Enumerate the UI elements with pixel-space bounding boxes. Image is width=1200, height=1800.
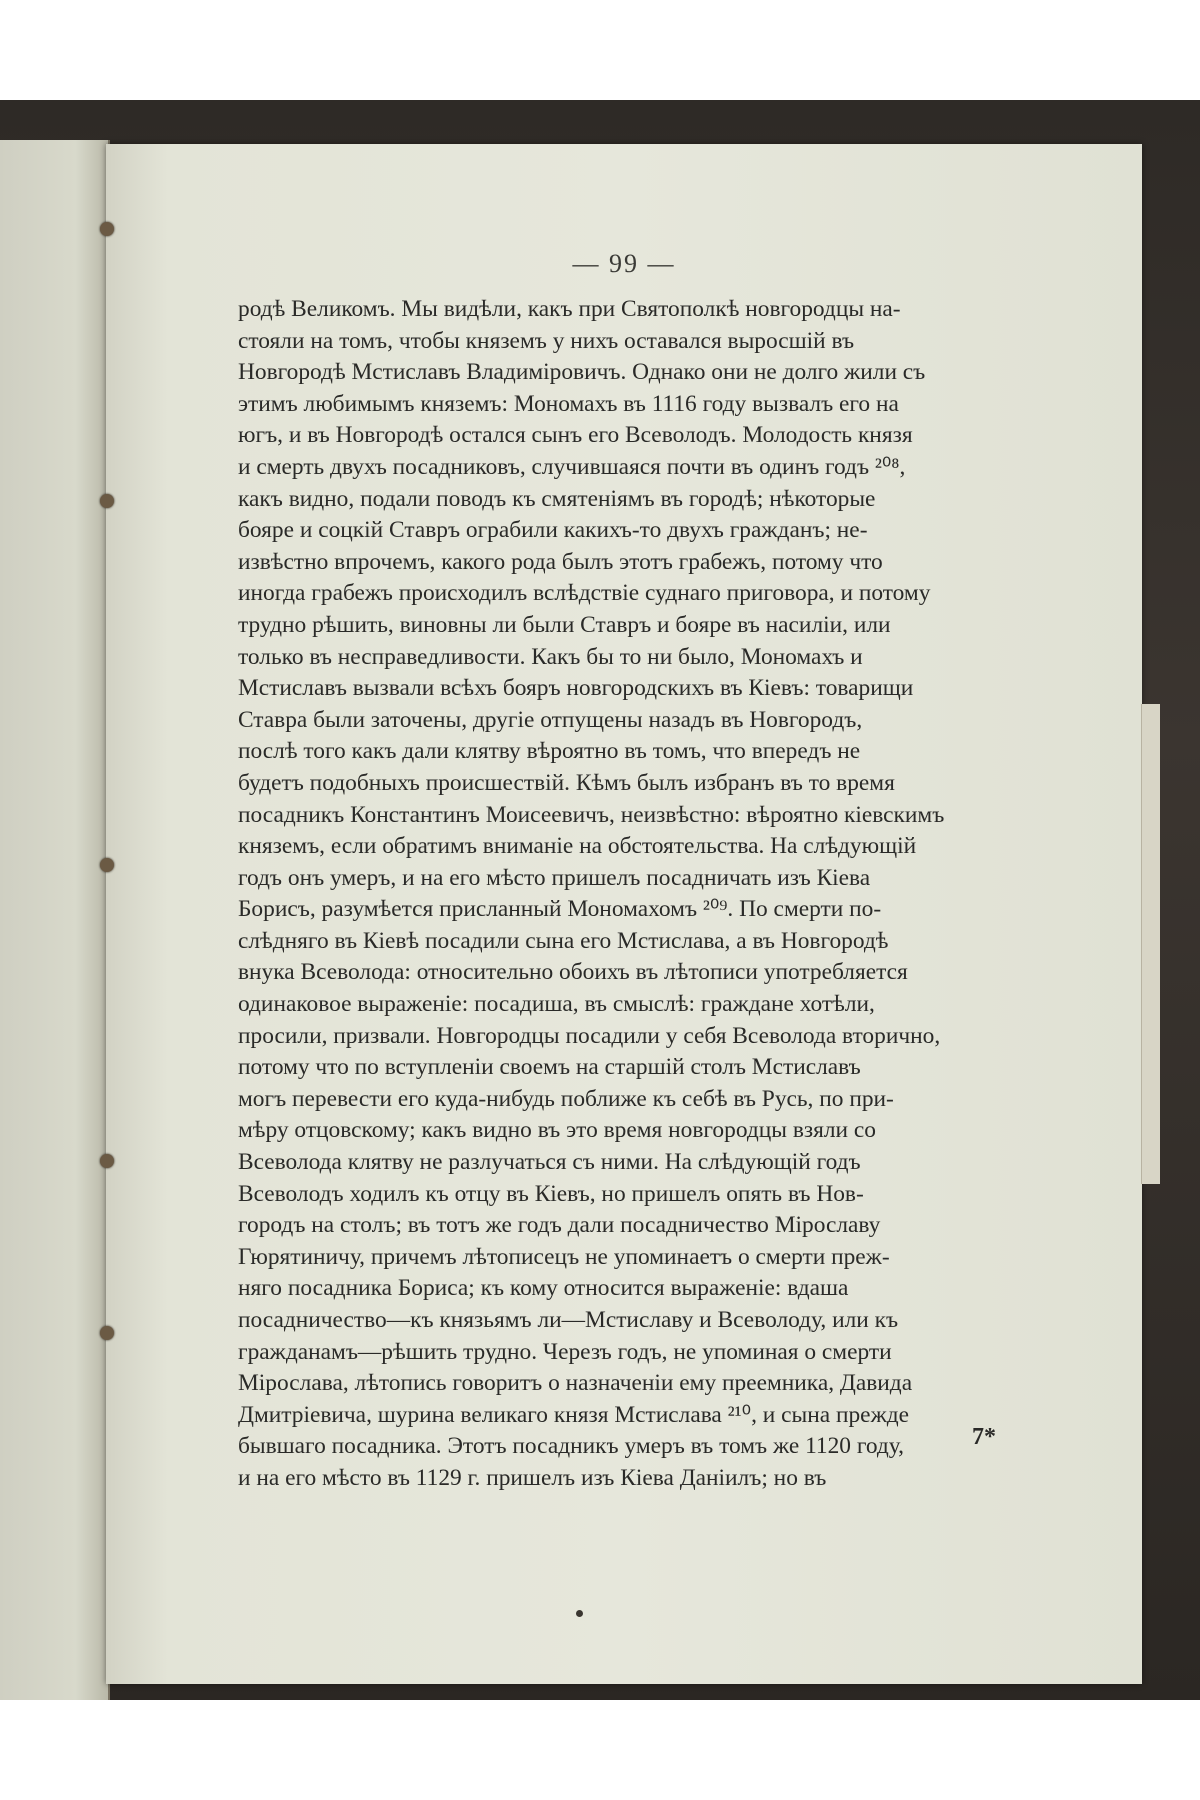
binding-stitch — [100, 858, 114, 872]
text-line: Новгородѣ Мстиславъ Владиміровичъ. Однако они не долго жили съ — [238, 359, 926, 386]
text-line: слѣдняго въ Кіевѣ посадили сына его Мстислава, а въ Новгородѣ — [238, 927, 889, 954]
text-line: этимъ любимымъ княземъ: Мономахъ въ 1116 году вызвалъ его на — [238, 390, 899, 417]
text-line: Дмитріевича, шурина великаго князя Мстислава ²¹⁰, и сына прежде — [238, 1401, 910, 1428]
book-page — [106, 144, 1142, 1684]
text-line: Ставра были заточены, другіе отпущены назадъ въ Новгородъ, — [238, 706, 863, 733]
text-line: одинаковое выраженіе: посадиша, въ смыслѣ: граждане хотѣли, — [238, 991, 875, 1018]
text-line: трудно рѣшить, виновны ли были Ставръ и бояре въ насиліи, или — [238, 611, 891, 638]
text-line: внука Всеволода: относительно обоихъ въ лѣтописи употребляется — [238, 959, 908, 986]
text-line: потому что по вступленіи своемъ на старшій столъ Мстиславъ — [238, 1054, 861, 1081]
text-line: послѣ того какъ дали клятву вѣроятно въ томъ, что впередъ не — [238, 738, 861, 765]
book-photo — [0, 100, 1200, 1700]
ink-dot — [576, 1610, 583, 1617]
text-line: Мірослава, лѣтопись говоритъ о назначеніи ему преемника, Давида — [238, 1370, 913, 1397]
binding-stitch — [100, 1326, 114, 1340]
text-line: мѣру отцовскому; какъ видно въ это время новгородцы взяли со — [238, 1117, 876, 1144]
page-number: — 99 — — [572, 249, 676, 278]
page-edge-fold — [1141, 704, 1160, 1184]
binding-stitch — [100, 222, 114, 236]
text-line: могъ перевести его куда-нибудь поближе къ себѣ въ Русь, по при- — [238, 1085, 894, 1112]
text-line: Всеволода клятву не разлучаться съ ними. На слѣдующій годъ — [238, 1149, 861, 1176]
text-line: Мстиславъ вызвали всѣхъ бояръ новгородскихъ въ Кіевъ: товарищи — [238, 675, 914, 702]
text-line: и смерть двухъ посадниковъ, случившаяся почти въ одинъ годъ ²⁰⁸, — [238, 453, 906, 480]
text-line: только въ несправедливости. Какъ бы то ни было, Мономахъ и — [238, 643, 863, 670]
text-line: югъ, и въ Новгородѣ остался сынъ его Всеволодъ. Молодость князя — [238, 422, 913, 449]
text-line: какъ видно, подали поводъ къ смятеніямъ въ городѣ; нѣкоторые — [238, 485, 876, 512]
text-line: Гюрятиничу, причемъ лѣтописецъ не упоминаетъ о смерти преж- — [238, 1243, 890, 1270]
text-line: извѣстно впрочемъ, какого рода былъ этотъ грабежъ, потому что — [238, 548, 883, 575]
text-line: городъ на столъ; въ тотъ же годъ дали посадничество Мірославу — [238, 1212, 881, 1239]
text-line: будетъ подобныхъ происшествій. Кѣмъ былъ избранъ въ то время — [238, 769, 895, 796]
text-line: посадникъ Константинъ Моисеевичъ, неизвѣстно: вѣроятно кіевскимъ — [238, 801, 945, 828]
text-line: княземъ, если обратимъ вниманіе на обстоятельства. На слѣдующій — [238, 833, 917, 860]
text-line: иногда грабежъ происходилъ вслѣдствіе суднаго приговора, и потому — [238, 580, 931, 607]
text-line: гражданамъ—рѣшить трудно. Черезъ годъ, не упоминая о смерти — [238, 1338, 892, 1365]
text-line: Борисъ, разумѣется присланный Мономахомъ ²⁰⁹. По смерти по- — [238, 896, 882, 923]
text-line: посадничество—къ князьямъ ли—Мстиславу и Всеволоду, или къ — [238, 1307, 899, 1333]
binding-stitch — [100, 1154, 114, 1168]
text-line: стояли на томъ, чтобы княземъ у нихъ оставался выросшій въ — [238, 327, 855, 354]
text-line: Всеволодъ ходилъ къ отцу въ Кіевъ, но пришелъ опять въ Нов- — [238, 1180, 864, 1207]
text-line: бывшаго посадника. Этотъ посадникъ умеръ въ томъ же 1120 году, — [238, 1433, 904, 1460]
text-line: няго посадника Бориса; къ кому относится выраженіе: вдаша — [238, 1275, 849, 1302]
body-text — [238, 294, 1104, 1495]
left-page-edge — [0, 140, 110, 1700]
signature-mark: 7* — [972, 1424, 996, 1450]
text-line: и на его мѣсто въ 1129 г. пришелъ изъ Кіева Даніилъ; но въ — [238, 1464, 827, 1491]
text-line: родѣ Великомъ. Мы видѣли, какъ при Святополкѣ новгородцы на- — [238, 296, 901, 322]
text-line: просили, призвали. Новгородцы посадили у себя Всеволода вторично, — [238, 1022, 941, 1049]
text-line: годъ онъ умеръ, и на его мѣсто пришелъ посадничать изъ Кіева — [238, 864, 871, 891]
binding-stitch — [100, 494, 114, 508]
text-line: бояре и соцкій Ставръ ограбили какихъ-то двухъ гражданъ; не- — [238, 517, 868, 544]
